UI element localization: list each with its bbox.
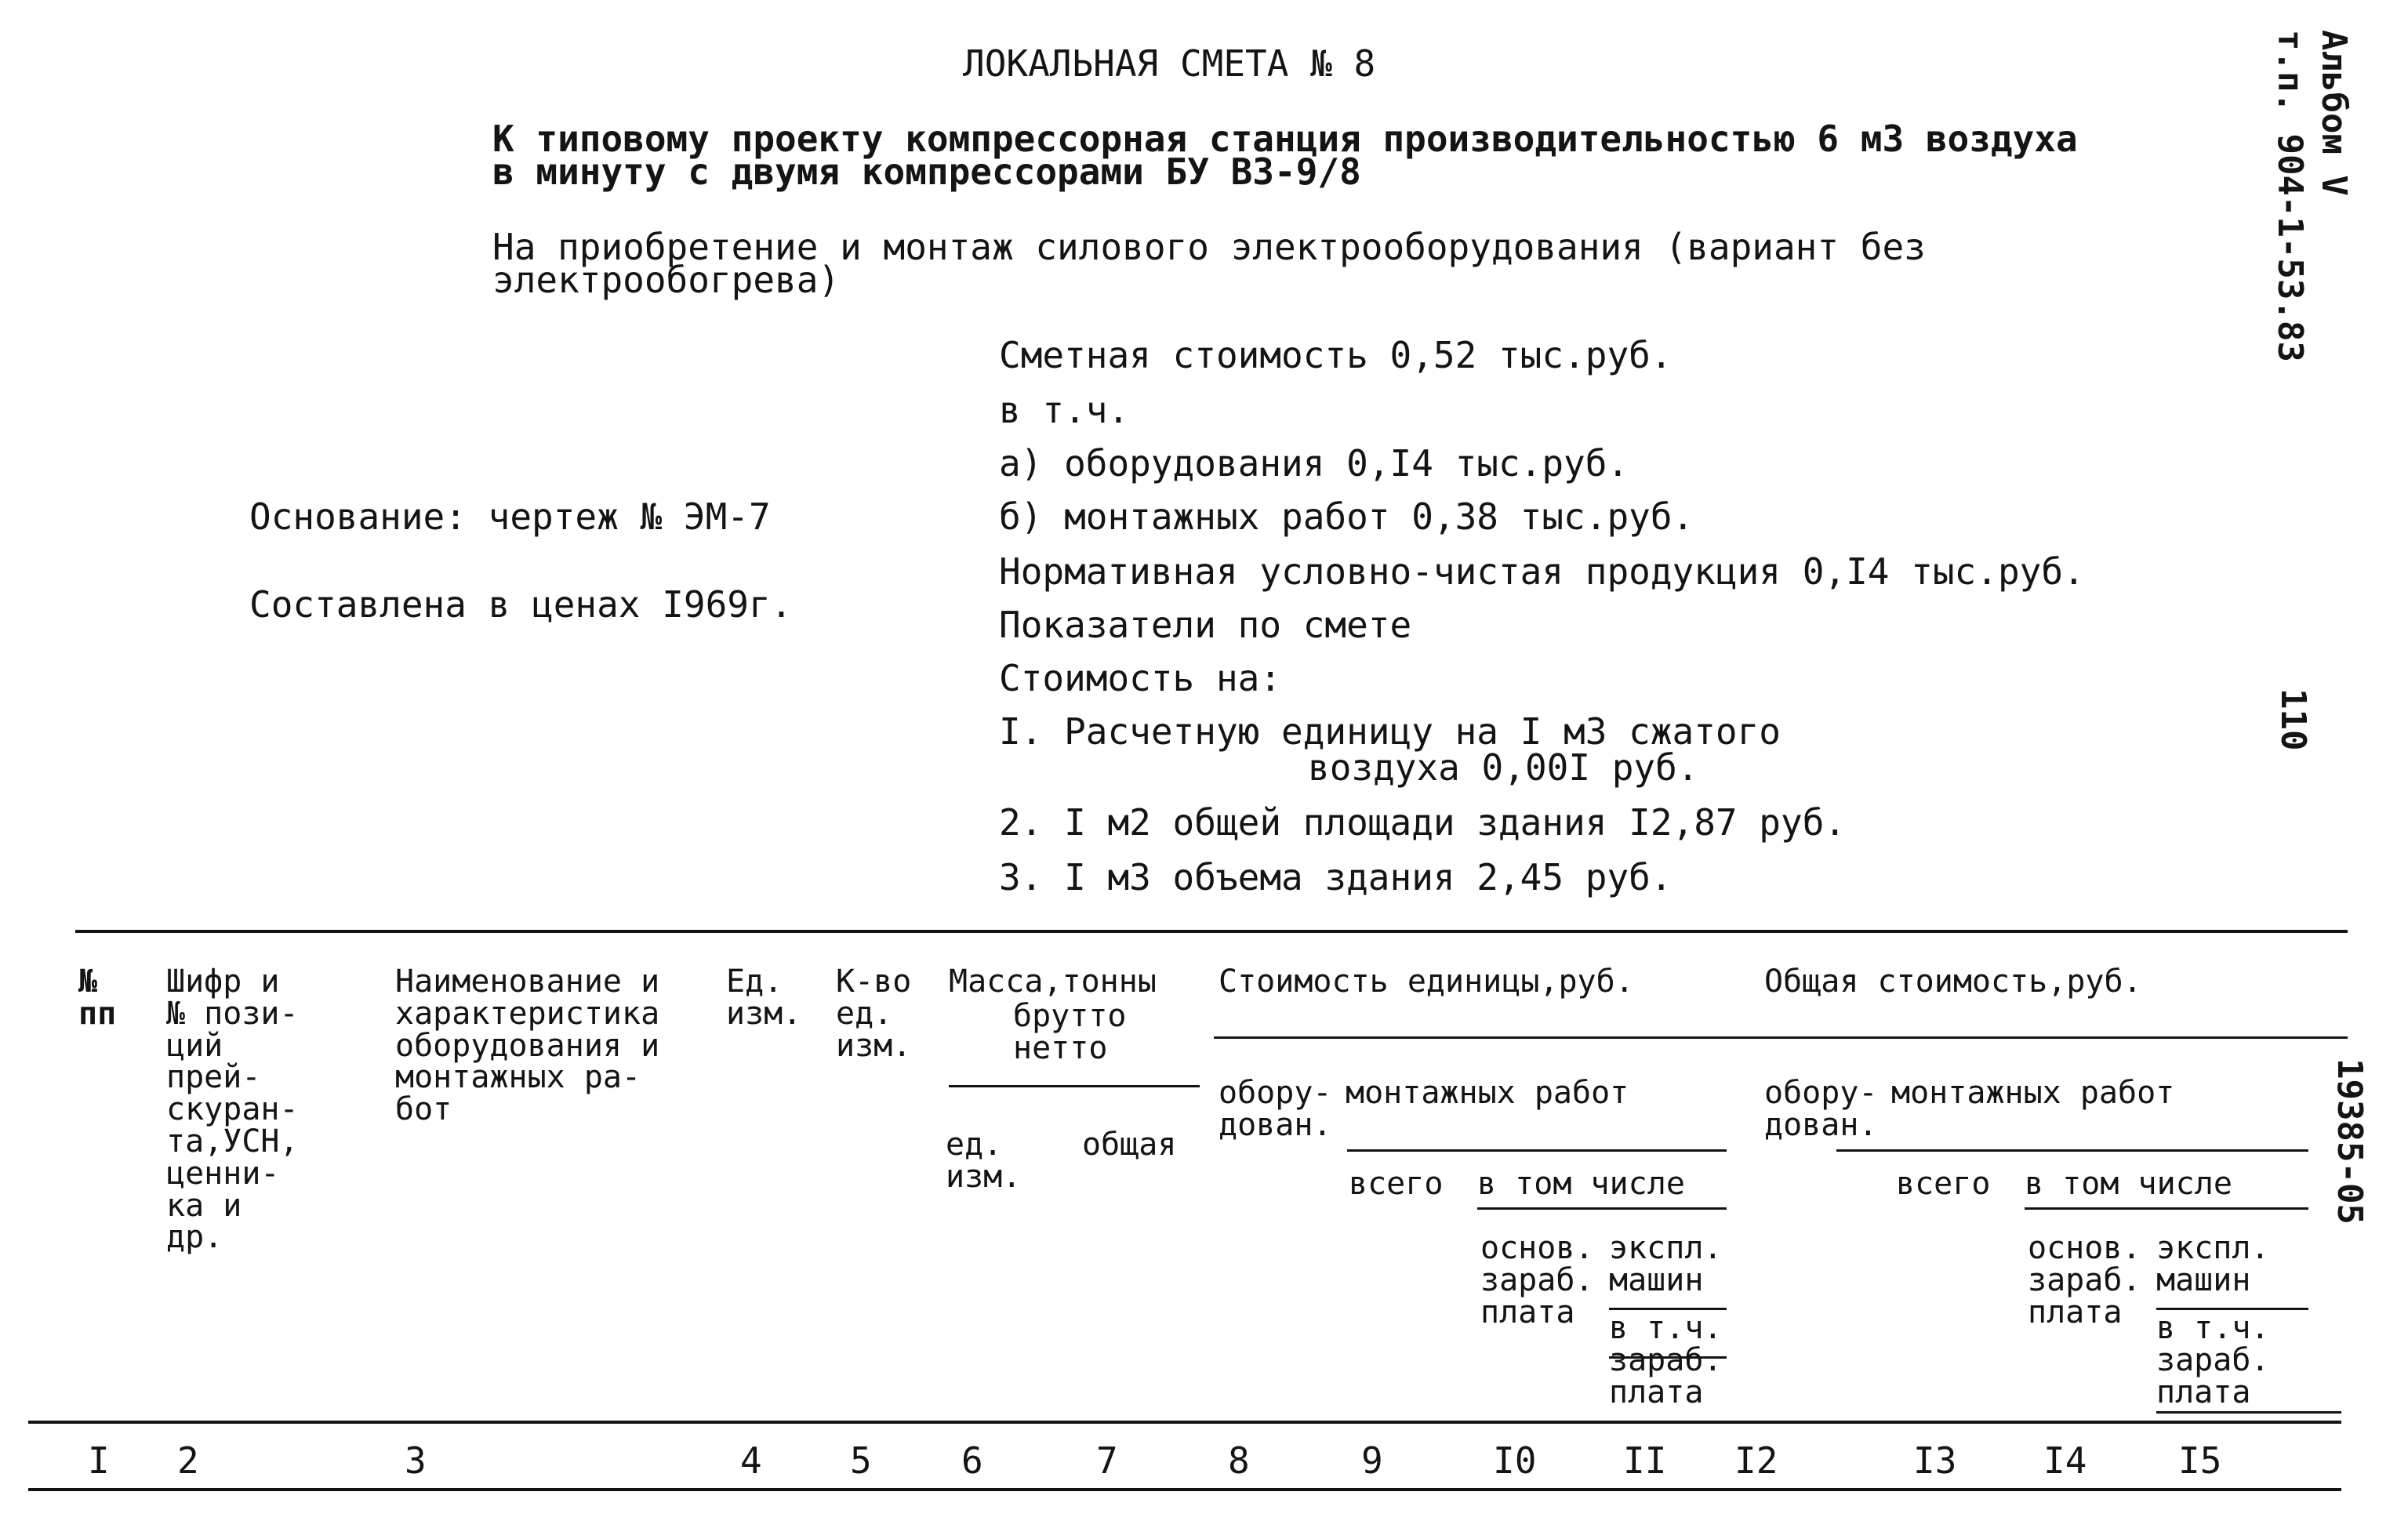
header-mass: Масса,тонны — [949, 964, 1157, 1000]
header-unit-ekspl: экспл. машин — [1609, 1230, 1723, 1298]
col-number: 4 — [740, 1439, 762, 1482]
header-mass-sub: брутто нетто — [1013, 998, 1127, 1066]
header-col-qty: К-во ед. изм. — [836, 964, 912, 1064]
purpose-line-2: электрообогрева) — [492, 259, 841, 301]
col-number: II — [1623, 1439, 1667, 1482]
rule-total-mont — [1836, 1149, 2308, 1152]
header-col-unit: Ед. изм. — [726, 964, 802, 1032]
header-total-osnov: основ. зараб. плата — [2028, 1230, 2141, 1330]
project-code: т.п. 904-1-53.83 — [2270, 30, 2310, 362]
rule-unit-mont — [1347, 1149, 1727, 1152]
including-label: в т.ч. — [999, 389, 1130, 431]
table-header-bottom-rule — [28, 1421, 2341, 1424]
col-number: I3 — [1913, 1439, 1957, 1482]
col-number: I2 — [1734, 1439, 1778, 1482]
header-unit-mont: монтажных работ — [1346, 1075, 1629, 1111]
header-total-ekspl: экспл. машин — [2156, 1230, 2270, 1298]
indicator-2: 2. I м2 общей площади здания I2,87 руб. — [999, 801, 1847, 844]
col-number: 2 — [177, 1439, 199, 1482]
indicator-3: 3. I м3 объема здания 2,45 руб. — [999, 856, 1673, 898]
col-number: 3 — [405, 1439, 427, 1482]
installation-cost: б) монтажных работ 0,38 тыс.руб. — [999, 495, 1694, 538]
col-number: 5 — [850, 1439, 872, 1482]
rule-unit-vtom — [1477, 1207, 1727, 1210]
indicator-1a: I. Расчетную единицу на I м3 сжатого — [999, 710, 1781, 753]
album-label: Альбом V — [2314, 30, 2354, 196]
purpose-line-1: На приобретение и монтаж силового электрооборудования (вариант без — [492, 226, 1926, 268]
basis-text: Основание: чертеж № ЭМ-7 — [249, 495, 771, 538]
project-line-1: К типовому проекту компрессорная станция производительностью 6 м3 воздуха — [492, 118, 2078, 160]
header-unit-vtom: в том числе — [1477, 1166, 1685, 1202]
header-col-mass-unit: ед. изм. — [946, 1127, 1022, 1195]
project-line-2: в минуту с двумя компрессорами БУ В3-9/8 — [492, 151, 1361, 193]
header-total-vtch: в т.ч. зараб. плата — [2156, 1310, 2270, 1410]
estimated-cost: Сметная стоимость 0,52 тыс.руб. — [999, 334, 1673, 376]
header-col-num: № пп — [78, 964, 117, 1032]
header-total-cost: Общая стоимость,руб. — [1764, 964, 2142, 1000]
col-number: I4 — [2043, 1439, 2087, 1482]
rule-cost-groups — [1214, 1036, 2348, 1039]
col-number: 6 — [961, 1439, 983, 1482]
col-number: I5 — [2178, 1439, 2222, 1482]
header-col-code: Шифр и № пози- ций прей- скуран- та,УСН, ценни- ка и др. — [166, 964, 299, 1256]
indicator-1b: воздуха 0,00I руб. — [1308, 746, 1699, 789]
header-unit-equip: обору- дован. — [1219, 1075, 1332, 1143]
document-title: ЛОКАЛЬНАЯ СМЕТА № 8 — [963, 42, 1376, 85]
header-total-vtom: в том числе — [2025, 1166, 2232, 1202]
header-unit-osnov: основ. зараб. плата — [1480, 1230, 1594, 1330]
cost-on-label: Стоимость на: — [999, 657, 1282, 699]
col-numbers-bottom-rule — [28, 1488, 2341, 1491]
table-top-rule — [75, 930, 2348, 933]
indicators-label: Показатели по смете — [999, 604, 1412, 646]
header-total-mont: монтажных работ — [1891, 1075, 2175, 1111]
header-unit-cost: Стоимость единицы,руб. — [1219, 964, 1634, 1000]
rule-total-vtom — [2025, 1207, 2308, 1210]
header-col-mass-total: общая — [1082, 1127, 1177, 1163]
document-number: 19385-05 — [2330, 1058, 2370, 1225]
col-number: 8 — [1228, 1439, 1250, 1482]
rule-total-bottom — [2156, 1411, 2341, 1414]
header-col-name: Наименование и характеристика оборудования и монтажных ра- бот — [395, 964, 660, 1128]
col-number: I — [88, 1439, 110, 1482]
rule-mass — [949, 1085, 1200, 1087]
header-total-vsego: всего — [1896, 1166, 1991, 1202]
normative-product: Нормативная условно-чистая продукция 0,I4 тыс.руб. — [999, 550, 2085, 593]
col-number: 9 — [1361, 1439, 1383, 1482]
prices-text: Составлена в ценах I969г. — [249, 583, 793, 626]
col-number: I0 — [1493, 1439, 1537, 1482]
col-number: 7 — [1096, 1439, 1118, 1482]
equipment-cost: а) оборудования 0,I4 тыс.руб. — [999, 442, 1629, 485]
page-number: 110 — [2273, 688, 2313, 751]
header-unit-vtch: в т.ч. зараб. плата — [1609, 1310, 1723, 1410]
header-unit-vsego: всего — [1349, 1166, 1444, 1202]
header-total-equip: обору- дован. — [1764, 1075, 1878, 1143]
